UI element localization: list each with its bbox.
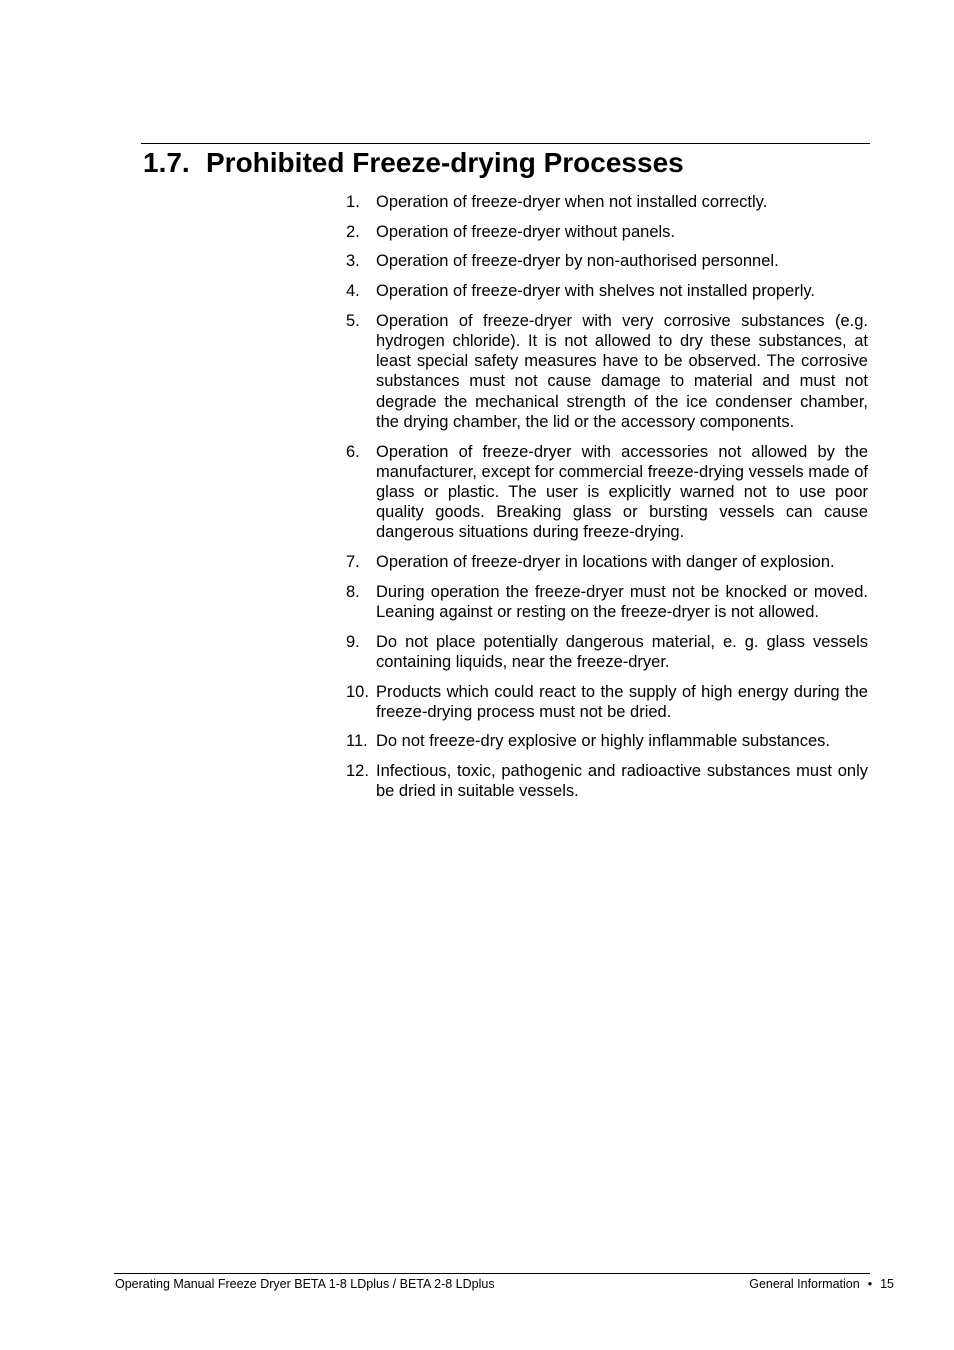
prohibited-processes-list (346, 192, 868, 811)
list-item-text: Products which could react to the supply of high energy during the freeze-drying process must not be dried. (376, 682, 868, 721)
list-item-number: 4. (346, 282, 360, 301)
list-item-number: 5. (346, 311, 360, 330)
list-item (346, 731, 868, 751)
list-item-number: 2. (346, 222, 360, 241)
list-item-text: Operation of freeze-dryer with shelves not installed properly. (376, 282, 815, 301)
list-item-text: Operation of freeze-dryer by non-authorised personnel. (376, 252, 779, 271)
footer-page-info (749, 1276, 894, 1292)
section-title: Prohibited Freeze-drying Processes (206, 147, 684, 178)
footer-separator-bullet: • (867, 1277, 873, 1291)
list-item-text: Operation of freeze-dryer in locations with danger of explosion. (376, 553, 835, 572)
list-item-number: 6. (346, 442, 360, 461)
list-item (346, 311, 868, 432)
section-number: 1.7. (143, 147, 190, 178)
list-item (346, 281, 868, 301)
footer-chapter-name: General Information (749, 1277, 860, 1291)
list-item (346, 682, 868, 722)
list-item-text: Operation of freeze-dryer with very corrosive substances (e.g. hydrogen chloride). It is not allowed to dry these substances, at least special safety measures have to be observed. The corrosive substances must not cause damage to material and must not degrade the mechanical strength of the ice condenser chamber, the drying chamber, the lid or the accessory components. (376, 311, 868, 431)
list-item-text: Operation of freeze-dryer with accessories not allowed by the manufacturer, except for commercial freeze-drying vessels made of glass or plastic. The user is explicitly warned not to use poor quality goods. Breaking glass or bursting vessels can cause dangerous situations during freeze-drying. (376, 442, 868, 542)
list-item-number: 10. (346, 682, 369, 701)
footer-page-number: 15 (880, 1277, 894, 1291)
list-item-number: 1. (346, 193, 360, 211)
list-item (346, 632, 868, 672)
list-item-number: 11. (346, 732, 368, 751)
list-item (346, 192, 868, 212)
footer-document-title: Operating Manual Freeze Dryer BETA 1-8 LDplus / BETA 2-8 LDplus (115, 1277, 495, 1291)
list-item-number: 12. (346, 762, 369, 781)
list-item (346, 442, 868, 543)
list-item-number: 8. (346, 582, 360, 601)
list-item-text: Operation of freeze-dryer when not installed correctly. (376, 193, 768, 211)
list-item-text: Do not freeze-dry explosive or highly inflammable substances. (376, 732, 830, 751)
list-item (346, 222, 868, 242)
list-item-text: Operation of freeze-dryer without panels. (376, 222, 675, 241)
list-item-number: 3. (346, 252, 360, 271)
list-item (346, 552, 868, 572)
section-heading (143, 146, 684, 180)
list-item-text: During operation the freeze-dryer must not be knocked or moved. Leaning against or resting on the freeze-dryer is not allowed. (376, 582, 868, 621)
list-item-number: 9. (346, 632, 360, 651)
footer-rule (114, 1273, 870, 1274)
list-item-text: Do not place potentially dangerous material, e. g. glass vessels containing liquids, near the freeze-dryer. (376, 632, 868, 671)
section-top-rule (141, 143, 870, 144)
list-item (346, 251, 868, 271)
list-item (346, 761, 868, 801)
list-item-number: 7. (346, 553, 360, 572)
list-item-text: Infectious, toxic, pathogenic and radioactive substances must only be dried in suitable vessels. (376, 762, 868, 801)
list-item (346, 582, 868, 622)
